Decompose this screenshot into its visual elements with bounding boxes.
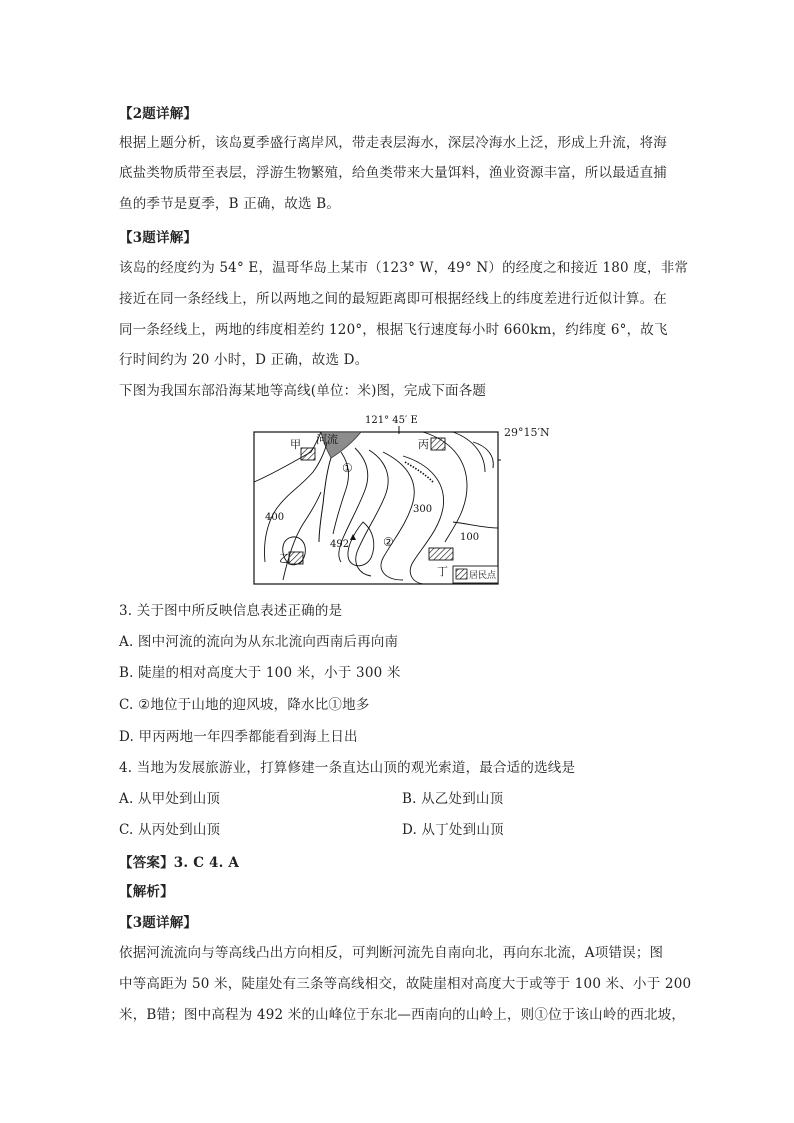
label-point-2: ②	[383, 535, 394, 549]
contour-map-figure	[253, 412, 501, 586]
paragraph-line: 该岛的经度约为 54° E，温哥华岛上某市（123° W，49° N）的经度之和接近 180 度，非常	[119, 260, 689, 276]
paragraph-line: 中等高距为 50 米，陡崖处有三条等高线相交，故陡崖相对高度大于或等于 100 米、小于 200	[119, 976, 692, 992]
paragraph-line: 米，B错；图中高程为 492 米的山峰位于东北—西南向的山岭上，则①位于该山岭的西北坡，	[119, 1007, 686, 1023]
label-point-1: ①	[342, 461, 353, 475]
paragraph-line: 根据上题分析，该岛夏季盛行离岸风，带走表层海水，深层冷海水上泛，形成上升流，将海	[119, 135, 667, 151]
section-heading: 【3题详解】	[119, 915, 198, 931]
label-contour-400: 400	[265, 512, 285, 523]
option-4a: A. 从甲处到山顶	[119, 791, 221, 807]
label-bing: 丙	[418, 438, 429, 451]
paragraph-line: 行时间约为 20 小时，D 正确，故选 D。	[119, 352, 369, 368]
settlement-ding	[429, 548, 453, 560]
label-jia: 甲	[290, 438, 301, 451]
option-3a: A. 图中河流的流向为从东北流向西南后再向南	[119, 634, 399, 650]
option-4c: C. 从丙处到山顶	[119, 822, 221, 838]
label-river: 河流	[316, 433, 338, 446]
answer-line: 【答案】3. C 4. A	[119, 855, 240, 871]
latitude-label: 29°15′N	[504, 426, 550, 439]
label-contour-300: 300	[413, 504, 433, 515]
option-3d: D. 甲丙两地一年四季都能看到海上日出	[119, 729, 358, 745]
paragraph-line: 鱼的季节是夏季，B 正确，故选 B。	[119, 196, 341, 212]
settlement-bing	[431, 438, 445, 450]
paragraph-line: 依据河流流向与等高线凸出方向相反，可判断河流先自南向北，再向东北流，A项错误；图	[119, 945, 664, 961]
paragraph-line: 同一条经线上，两地的纬度相差约 120°，根据飞行速度每小时 660km，约纬度 6°，故飞	[119, 322, 668, 338]
paragraph-line: 接近在同一条经线上，所以两地之间的最短距离即可根据经线上的纬度差进行近似计算。在	[119, 291, 667, 307]
figure-intro: 下图为我国东部沿海某地等高线(单位：米)图，完成下面各题	[119, 383, 487, 399]
paragraph-line: 底盐类物质带至表层，浮游生物繁殖，给鱼类带来大量饵料，渔业资源丰富，所以最适直捕	[119, 165, 667, 181]
label-ding: 丁	[437, 565, 448, 578]
section-heading: 【2题详解】	[119, 106, 198, 122]
label-contour-100: 100	[460, 532, 480, 543]
legend-swatch	[456, 569, 467, 579]
option-3c: C. ②地位于山地的迎风坡，降水比①地多	[119, 697, 370, 713]
question-3: 3. 关于图中所反映信息表述正确的是	[119, 603, 343, 619]
question-4: 4. 当地为发展旅游业，打算修建一条直达山顶的观光索道，最合适的选线是	[119, 760, 576, 776]
longitude-label: 121° 45′ E	[365, 415, 418, 426]
settlement-yi	[289, 552, 303, 564]
legend-label: 居民点	[469, 571, 497, 581]
option-4b: B. 从乙处到山顶	[402, 791, 504, 807]
option-3b: B. 陡崖的相对高度大于 100 米，小于 300 米	[119, 665, 401, 681]
settlement-jia	[301, 448, 315, 460]
analysis-heading: 【解析】	[119, 884, 174, 900]
contour-map	[253, 412, 501, 586]
option-4d: D. 从丁处到山顶	[402, 822, 504, 838]
label-yi: 乙	[279, 552, 290, 565]
label-peak: 492	[330, 539, 350, 550]
section-heading: 【3题详解】	[119, 230, 198, 246]
